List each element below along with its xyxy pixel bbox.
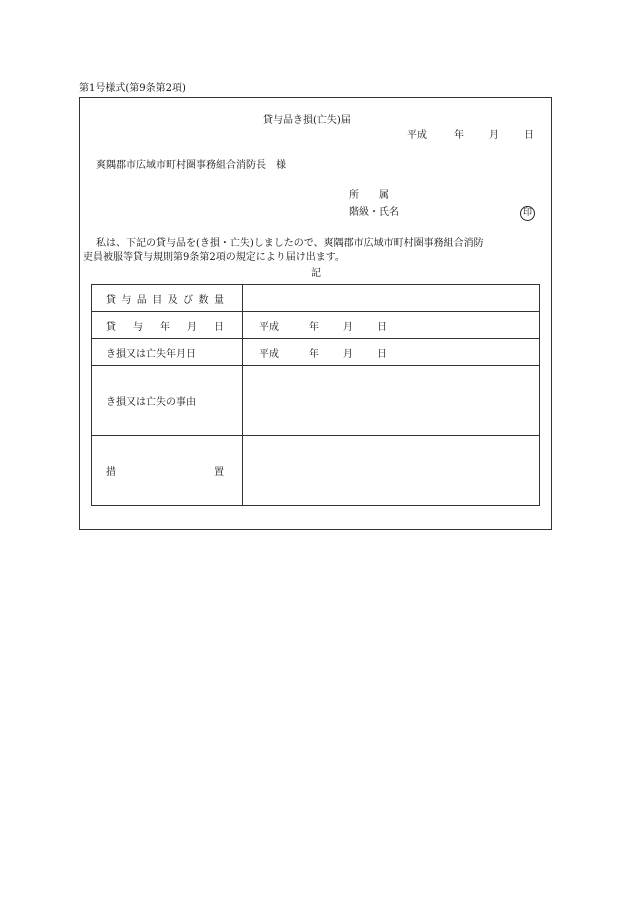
date-year: 年 [454, 130, 464, 141]
measures-field[interactable] [243, 436, 540, 506]
seal-mark: 印 [520, 206, 535, 221]
table-row [92, 366, 540, 436]
row-label-measures: 措 置 [106, 467, 224, 478]
row-label-damage-loss-date: き損又は亡失年月日 [92, 339, 243, 366]
affiliation-label: 所 属 [349, 190, 389, 201]
table-row [92, 285, 540, 312]
damage-loss-date-field[interactable]: 平成 年 月 日 [243, 339, 540, 366]
row-label-items-quantity: 貸 与 品 目 及 び 数 量 [106, 294, 224, 306]
table-row [92, 312, 540, 339]
date-era: 平成 [407, 130, 427, 141]
date-month: 月 [489, 130, 499, 141]
damage-loss-reason-field[interactable] [243, 366, 540, 436]
table-row [92, 339, 540, 366]
lending-date-field[interactable]: 平成 年 月 日 [243, 312, 540, 339]
note-heading: 記 [311, 268, 321, 279]
row-label-damage-loss-reason: き損又は亡失の事由 [92, 366, 243, 436]
body-line-1: 私は、下記の貸与品を(き損・亡失)しましたので、爽隅郡市広域市町村圏事務組合消防 [96, 238, 484, 249]
date-day: 日 [524, 130, 534, 141]
items-quantity-field[interactable] [243, 285, 540, 312]
rank-name-label: 階級・氏名 [349, 207, 399, 218]
items-table [91, 284, 540, 506]
form-title: 貸与品き損(亡失)届 [263, 115, 351, 126]
body-line-2: 吏員被服等貸与規則第9条第2項の規定により届け出ます。 [83, 252, 345, 263]
table-label-cell [92, 436, 243, 506]
form-number: 第1号様式(第9条第2項) [79, 83, 186, 94]
table-label-cell [92, 312, 243, 339]
row-label-lending-date: 貸 与 年 月 日 [106, 321, 224, 333]
addressee: 爽隅郡市広域市町村圏事務組合消防長 様 [96, 160, 286, 171]
table-row [92, 436, 540, 506]
table-label-cell [92, 285, 243, 312]
